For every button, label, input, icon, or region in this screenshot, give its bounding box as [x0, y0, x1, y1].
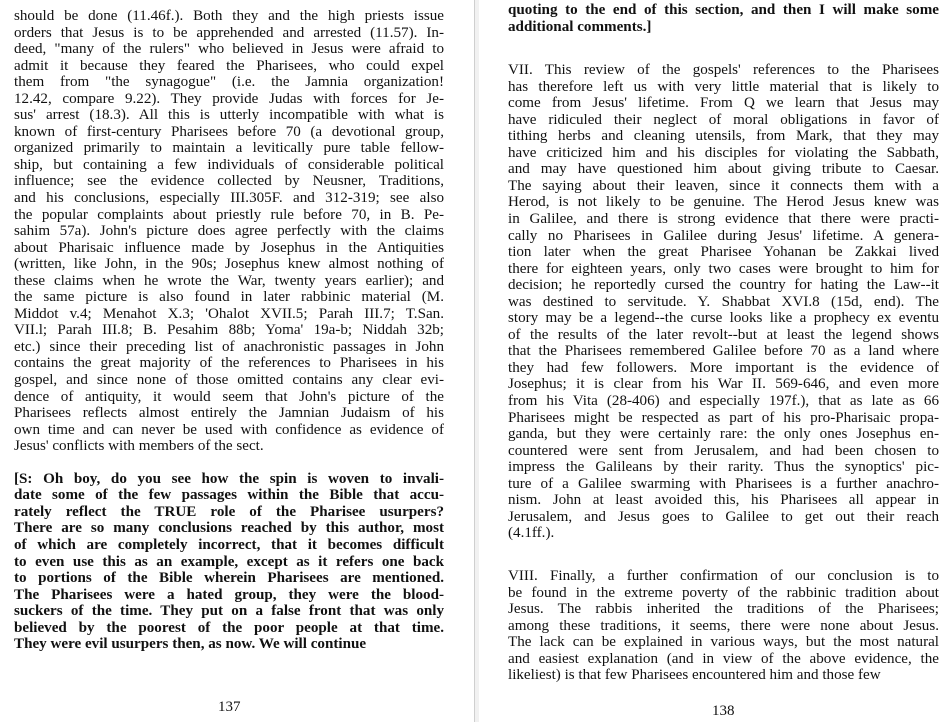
text-line: the same picture is also found in later rabbinic material (M. [14, 289, 444, 306]
text-line: be found in the extreme poverty of the rabbinic tradition about [508, 584, 939, 601]
text-line: organized primarily to maintain a levitically pure table fellow- [14, 140, 444, 157]
text-line: Josephus; it is clear from his War II. 569-646, and even more [508, 376, 939, 393]
text-line: and easiest explanation (and in view of the above evidence, the [508, 650, 939, 667]
text-line: Jesus. The rabbis inherited the traditions of the Pharisees; [508, 601, 939, 618]
text-line: they had few followers. More important is the evidence of [508, 359, 939, 376]
text-line: 12.42, compare 9.22). They provide Judas with forces for Je- [14, 90, 444, 107]
text-line: The Pharisees were a hated group, they were the blood- [14, 586, 444, 603]
text-line: deed, "many of the rulers" who believed in Jesus were afraid to [14, 41, 444, 58]
text-line: [S: Oh boy, do you see how the spin is woven to invali- [14, 470, 444, 487]
text-line: story may be a legend--the curse looks like a prophecy ex eventu [508, 310, 939, 327]
text-line: There are so many conclusions reached by this author, most [14, 520, 444, 537]
text-line: that the Pharisees remembered Galilee before 70 as a land where [508, 343, 939, 360]
text-line: quoting to the end of this section, and then I will make some [508, 2, 939, 18]
text-line: ship, but containing a few individuals of considerable political [14, 156, 444, 173]
text-line: impress the Galileans by their rarity. Thus the synoptics' pic- [508, 459, 939, 476]
text-line: (4.1ff.). [508, 525, 555, 542]
text-line: etc.) since their preceding list of anachronistic passages in John [14, 338, 444, 355]
text-line: VII. This review of the gospels' references to the Pharisees [508, 62, 939, 79]
text-line: tithing herbs and cleaning utensils, from Mark, that they may [508, 128, 939, 145]
text-line: ganda, but they were certainly rare: the only ones Josephus en- [508, 426, 939, 443]
text-line: Jesus' conflicts with members of the sect. [14, 438, 264, 455]
text-line: of which are completely incorrect, that it becomes difficult [14, 536, 444, 553]
text-line: ture of a Galilee swarming with Pharisees is a further anachro- [508, 475, 939, 492]
text-line: was destined to servitude. Y. Shabbat XVI.8 (15d, end). The [508, 293, 939, 310]
text-line: nism. John at least avoided this, his Pharisees all appear in [508, 492, 939, 509]
text-line: in Galilee, and there is strong evidence that there were practi- [508, 211, 939, 228]
text-line: should be done (11.46f.). Both they and the high priests issue [14, 8, 444, 24]
text-line: orders that Jesus is to be apprehended and arrested (11.57). In- [14, 24, 444, 41]
text-line: come from Jesus' lifetime. From Q we learn that Jesus may [508, 95, 939, 112]
text-line: likeliest) is that few Pharisees encountered him and those few [508, 667, 881, 684]
text-line: rately reflect the TRUE role of the Pharisee usurpers? [14, 503, 444, 520]
right-paragraph-3 [508, 568, 939, 684]
left-text-column [14, 8, 444, 653]
text-line: suckers of the time. They put on a false front that was only [14, 603, 444, 620]
left-page [0, 0, 474, 722]
text-line: them from "the synagogue" (i.e. the Jamnia organization! [14, 74, 444, 91]
left-paragraph-1 [14, 8, 444, 455]
text-line: to portions of the Bible wherein Pharisees are mentioned. [14, 570, 444, 587]
left-paragraph-2-commentary [14, 471, 444, 653]
text-line: and his conclusions, especially III.305F. and 312-319; see also [14, 190, 444, 207]
text-line: decision; he reportedly cursed the country for hating the Law--it [508, 277, 939, 294]
text-line: Pharisees might be respected as part of his pro-Pharisaic propa- [508, 409, 939, 426]
text-line: own time and can never be used with confidence as evidence of [14, 421, 444, 438]
text-line: of the results of the later revolt--but at least the legend shows [508, 326, 939, 343]
text-line: contains the great majority of the references to Pharisees in his [14, 355, 444, 372]
text-line: Middot v.4; Menahot X.3; 'Ohalot XVII.5; Parah III.7; T.San. [14, 305, 444, 322]
text-line: believed by the poorest of the poor people at that time. [14, 619, 444, 636]
page-number-right: 138 [712, 703, 735, 719]
text-line: Herod, is not likely to be genuine. The Herod Jesus knew was [508, 194, 939, 211]
text-line: influence; see the evidence collected by Neusner, Traditions, [14, 173, 444, 190]
text-line: about Pharisaic influence made by Josephus in the Antiquities [14, 239, 444, 256]
text-line: have ridiculed their neglect of moral obligations in favor of [508, 111, 939, 128]
text-line: have criticized him and his disciples for violating the Sabbath, [508, 144, 939, 161]
text-line: among these traditions, it seems, there were none about Jesus. [508, 617, 939, 634]
text-line: VIII. Finally, a further confirmation of our conclusion is to [508, 567, 939, 584]
text-line: these claims when he wrote the War, twenty years earlier); and [14, 272, 444, 289]
text-line: to even use this as an example, except as it refers one back [14, 553, 444, 570]
text-line: sus' arrest (18.3). All this is utterly incompatible with what is [14, 107, 444, 124]
text-line: VII.l; Parah III.8; B. Pesahim 88b; Yoma' 19a-b; Niddah 32b; [14, 322, 444, 339]
text-line: date some of the few passages within the Bible that accu- [14, 487, 444, 504]
right-paragraph-2 [508, 62, 939, 542]
text-line: They were evil usurpers then, as now. We will continue [14, 636, 367, 653]
text-line: has therefore left us with very little material that is likely to [508, 78, 939, 95]
text-line: from his Vita (28-406) and especially 197f.), that as late as 66 [508, 393, 939, 410]
right-page [478, 0, 950, 722]
text-line: additional comments.] [508, 18, 652, 35]
text-line: admit it because they feared the Pharisees, who could expel [14, 57, 444, 74]
text-line: there for eighteen years, only two cases were brought to him for [508, 260, 939, 277]
text-line: Jerusalem, and Jesus goes to Galilee to get out their reach [508, 508, 939, 525]
text-line: dence of antiquity, it would seem that John's picture of the [14, 388, 444, 405]
text-line: known of first-century Pharisees before 70 (a devotional group, [14, 123, 444, 140]
text-line: the popular complaints about priestly rule before 70, in B. Pe- [14, 206, 444, 223]
right-text-column [508, 2, 939, 684]
text-line: Pharisees reflects almost entirely the Jamnian Judaism of his [14, 405, 444, 422]
text-line: gospel, and since none of those omitted contains any clear evi- [14, 372, 444, 389]
text-line: The saying about their leaven, since it connects them with a [508, 177, 939, 194]
page-number-left: 137 [218, 699, 241, 715]
right-paragraph-1-commentary [508, 2, 939, 35]
text-line: countered were sent from Jerusalem, and had been chosen to [508, 442, 939, 459]
text-line: The lack can be explained in various ways, but the most natural [508, 634, 939, 651]
text-line: sahim 57a). John's picture does agree perfectly with the claims [14, 223, 444, 240]
text-line: tion later when the great Pharisee Yohanan be Zakkai lived [508, 244, 939, 261]
text-line: (written, like John, in the 90s; Josephus knew almost nothing of [14, 256, 444, 273]
text-line: cally no Pharisees in Galilee during Jesus' lifetime. A genera- [508, 227, 939, 244]
text-line: and may have questioned him about giving tribute to Caesar. [508, 161, 939, 178]
